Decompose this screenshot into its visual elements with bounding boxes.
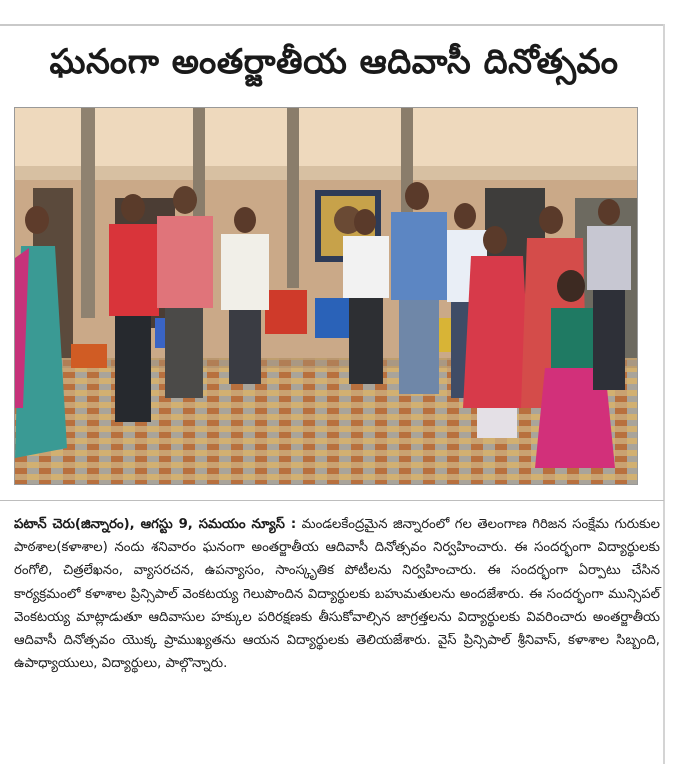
- article-body: మండలకేంద్రమైన జిన్నారంలో గల తెలంగాణ గిరిజన సంక్షేమ గురుకుల పాఠశాల(కళాశాల) నందు శనివారం ఘనంగా అంతర్జాతీయ ఆదివాసీ దినోత్సవం నిర్వహించారు. ఈ సందర్భంగా విద్యార్థులకు రంగోలి, చిత్రలేఖనం, వ్యాసరచన, ఉపన్యాసం, సాంస్కృతిక పోటీలను నిర్వహించారు. ఈ సందర్భంగా ఏర్పాటు చేసిన కార్యక్రమంలో కళాశాల ప్రిన్సిపాల్ వెంకటయ్య గెలుపొందిన విద్యార్థులకు బహుమతులను అందజేశారు. ఈ సందర్భంగా మున్సిపల్ వెంకటయ్య మాట్లాడుతూ ఆదివాసుల హక్కుల పరిరక్షణకు తీసుకోవాల్సిన జాగ్రత్తలను విద్యార్థులకు వివరించారు అంతర్జాతీయ ఆదివాసీ దినోత్సవం యొక్క ప్రాముఖ్యతను ఆయన విద్యార్థులకు తెలియజేశారు. వైస్ ప్రిన్సిపాల్ శ్రీనివాస్, కళాశాల సిబ్బంది, ఉపాధ్యాయులు, విద్యార్థులు, పాల్గొన్నారు.: [14, 517, 660, 672]
- dateline: పటాన్ చెరు(జిన్నారం), ఆగస్టు 9, సమయం న్యూస్ :: [14, 517, 297, 532]
- article-text: [14, 513, 660, 675]
- top-rule: [0, 24, 664, 26]
- article-paragraph: [14, 513, 660, 675]
- headline: ఘనంగా అంతర్జాతీయ ఆదివాసీ దినోత్సవం: [49, 42, 619, 82]
- column-divider: [663, 24, 665, 764]
- section-rule: [0, 500, 664, 501]
- event-photo: [14, 107, 638, 485]
